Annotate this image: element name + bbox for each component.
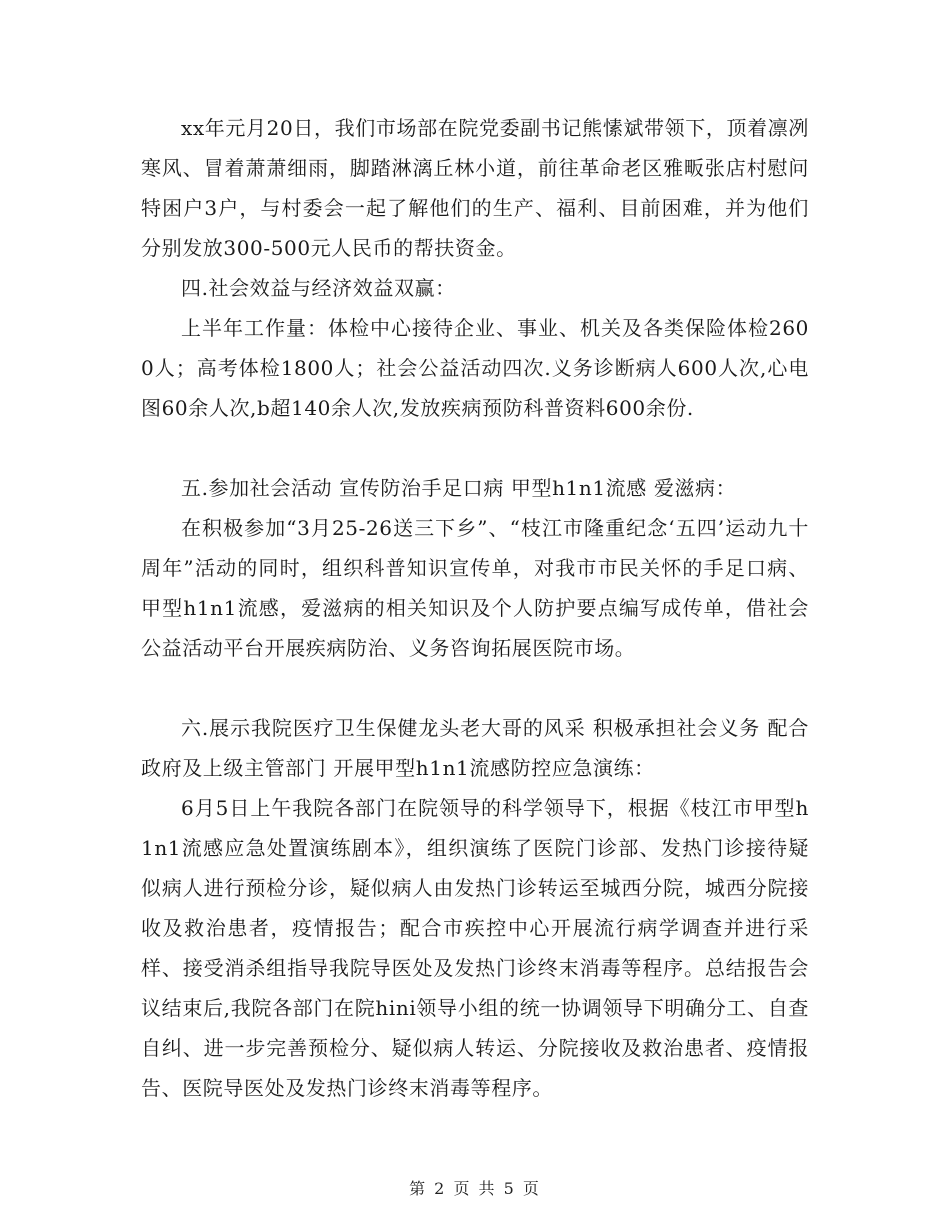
page-number-footer: 第 2 页 共 5 页 bbox=[409, 1179, 541, 1198]
heading-section-five: 五.参加社会活动 宣传防治手足口病 甲型h1n1流感 爱滋病： bbox=[181, 476, 737, 500]
paragraph-workload: 上半年工作量：体检中心接待企业、事业、机关及各类保险体检2600人；高考体检1800人；社会公益活动四次.义务诊断病人600人次,心电图60余人次,b超140余人次,发放疾病预防科普资料600余份. bbox=[141, 316, 809, 420]
paragraph-social-activities: 在积极参加“3月25-26送三下乡”、“枝江市隆重纪念‘五四’运动九十周年”活动的同时，组织科普知识宣传单，对我市市民关怀的手足口病、甲型h1n1流感，爱滋病的相关知识及个人防护要点编写成传单，借社会公益活动平台开展疾病防治、义务咨询拓展医院市场。 bbox=[141, 516, 809, 660]
heading-section-four: 四.社会效益与经济效益双赢： bbox=[181, 276, 456, 300]
heading-section-six: 六.展示我院医疗卫生保健龙头老大哥的风采 积极承担社会义务 配合政府及上级主管部门 开展甲型h1n1流感防控应急演练： bbox=[141, 716, 809, 780]
document-body bbox=[141, 108, 809, 1108]
paragraph-visit-poor-households: xx年元月20日，我们市场部在院党委副书记熊愫斌带领下，顶着凛冽寒风、冒着萧萧细雨，脚踏淋漓丘林小道，前往革命老区雅畈张店村慰问特困户3户，与村委会一起了解他们的生产、福利、目前困难，并为他们分别发放300-500元人民币的帮扶资金。 bbox=[141, 116, 809, 260]
paragraph-emergency-drill: 6月5日上午我院各部门在院领导的科学领导下，根据《枝江市甲型h1n1流感应急处置演练剧本》，组织演练了医院门诊部、发热门诊接待疑似病人进行预检分诊，疑似病人由发热门诊转运至城西分院，城西分院接收及救治患者，疫情报告；配合市疾控中心开展流行病学调查并进行采样、接受消杀组指导我院导医处及发热门诊终末消毒等程序。总结报告会议结束后,我院各部门在院hini领导小组的统一协调领导下明确分工、自查自纠、进一步完善预检分、疑似病人转运、分院接收及救治患者、疫情报告、医院导医处及发热门诊终末消毒等程序。 bbox=[141, 796, 809, 1100]
paragraph-spacer bbox=[141, 428, 809, 468]
paragraph-spacer bbox=[141, 668, 809, 708]
